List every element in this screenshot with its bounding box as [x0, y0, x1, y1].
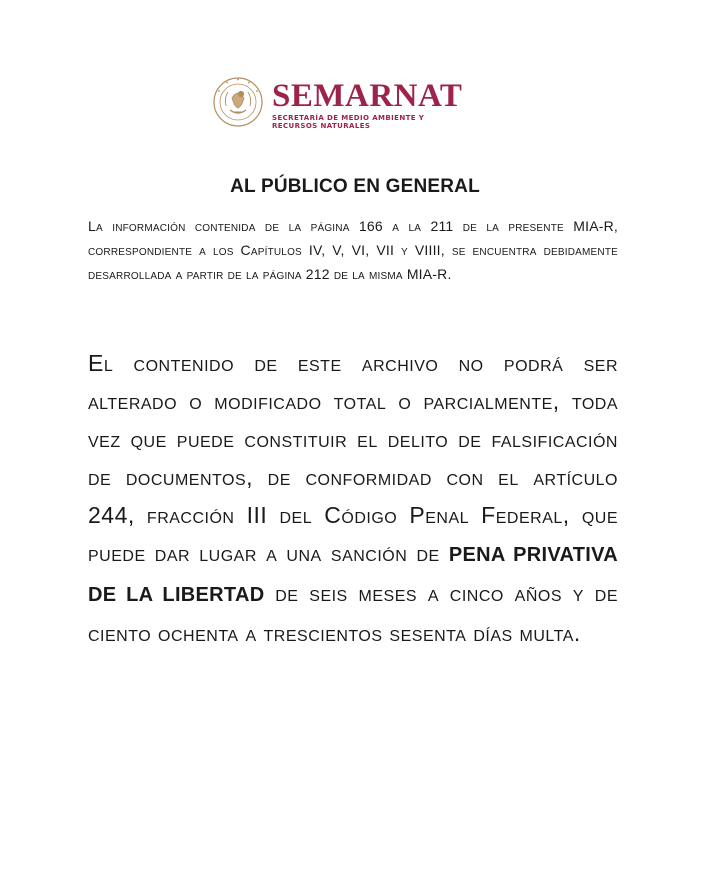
coat-of-arms-seal-icon: [212, 76, 264, 128]
warning-text-before: El contenido de este archivo no podrá ser alterado o modificado total o parcialmente, toda vez que puede constituir el delito de falsificación de documentos, de conformidad con el artículo 244, fracción III del Código Penal Federal, que puede dar lugar a una sanción de: [88, 350, 618, 566]
brand-subtitle-line2: RECURSOS NATURALES: [272, 122, 371, 130]
semarnat-header: [212, 76, 462, 130]
brand-subtitle-line1: SECRETARÍA DE MEDIO AMBIENTE Y: [272, 114, 425, 122]
warning-emphasis: PENA PRIVATIVA DE LA LIBERTAD: [88, 544, 619, 606]
notice-title: AL PÚBLICO EN GENERAL: [230, 176, 480, 197]
brand-name: SEMARNAT: [272, 78, 463, 114]
legal-warning: [88, 344, 618, 652]
brand-block: [272, 76, 462, 130]
warning-text-after: de seis meses a cinco años y de ciento ochenta a trescientos sesenta días multa.: [88, 580, 618, 646]
notice-text: La información contenida de la página 166 a la 211 de la presente MIA-R, correspondiente a los Capítulos IV, V, VI, VII y VIIII, se encuentra debidamente desarrollada a partir de la página 212 de la misma MIA-R.: [88, 218, 618, 282]
